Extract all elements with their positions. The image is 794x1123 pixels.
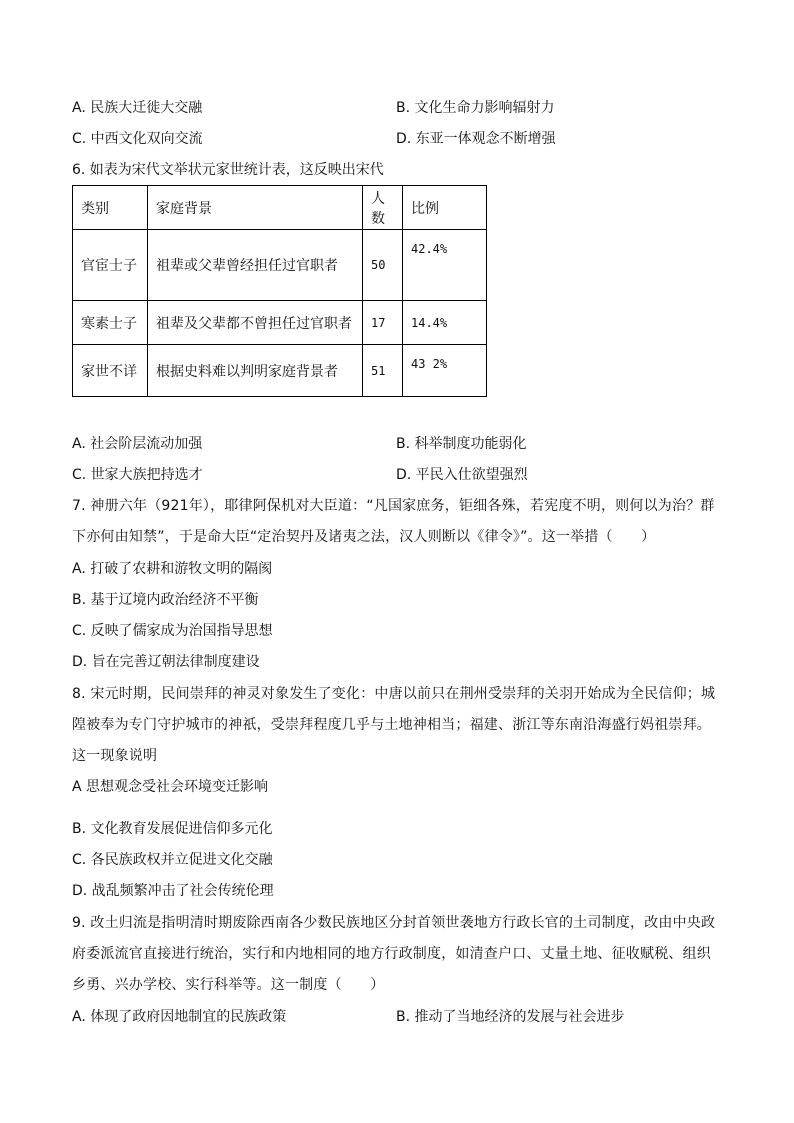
cell-background: 根据史料难以判明家庭背景者	[148, 345, 363, 397]
q5-option-b: B. 文化生命力影响辐射力	[396, 100, 555, 116]
cell-ratio: 42.4%	[403, 230, 487, 301]
q9-stem: 9. 改土归流是指明清时期废除西南各少数民族地区分封首领世袭地方行政长官的土司制度，改由中央政府委派流官直接进行统治，实行和内地相同的地方行政制度，如清查户口、丈量土地、征收赋税、组织乡勇、兴办学校、实行科举等。这一制度（ ）	[72, 915, 716, 993]
q6-option-b: B. 科举制度功能弱化	[396, 436, 527, 452]
q9-option-b: B. 推动了当地经济的发展与社会进步	[396, 1009, 625, 1025]
cell-category: 家世不详	[73, 345, 148, 397]
cell-ratio: 43 2%	[403, 345, 487, 397]
q6-option-a: A. 社会阶层流动加强	[72, 436, 203, 452]
q7-option-d: D. 旨在完善辽朝法律制度建设	[72, 654, 260, 670]
header-count: 人数	[363, 186, 403, 230]
cell-ratio: 14.4%	[403, 301, 487, 345]
cell-background: 祖辈及父辈都不曾担任过官职者	[148, 301, 363, 345]
cell-background: 祖辈或父辈曾经担任过官职者	[148, 230, 363, 301]
q6-stem: 6. 如表为宋代文举状元家世统计表，这反映出宋代	[72, 162, 384, 178]
q8-option-a: A 思想观念受社会环境变迁影响	[72, 779, 269, 795]
table-row	[73, 345, 487, 397]
cell-count: 50	[363, 230, 403, 301]
table-header-row	[73, 186, 487, 230]
header-ratio: 比例	[403, 186, 487, 230]
q8-option-b: B. 文化教育发展促进信仰多元化	[72, 821, 273, 837]
q7-option-c: C. 反映了儒家成为治国指导思想	[72, 623, 273, 639]
q5-option-a: A. 民族大迁徙大交融	[72, 100, 203, 116]
q6-stats-table	[72, 185, 487, 397]
header-category: 类别	[73, 186, 148, 230]
q6-option-c: C. 世家大族把持选才	[72, 467, 203, 483]
table-row	[73, 230, 487, 301]
q8-option-d: D. 战乱频繁冲击了社会传统伦理	[72, 883, 274, 899]
q8-option-c: C. 各民族政权并立促进文化交融	[72, 852, 273, 868]
q9-option-a: A. 体现了政府因地制宜的民族政策	[72, 1009, 287, 1025]
cell-category: 官宦士子	[73, 230, 148, 301]
cell-count: 51	[363, 345, 403, 397]
q5-option-d: D. 东亚一体观念不断增强	[396, 131, 556, 147]
header-background: 家庭背景	[148, 186, 363, 230]
q5-option-c: C. 中西文化双向交流	[72, 131, 203, 147]
q8-stem: 8. 宋元时期，民间崇拜的神灵对象发生了变化：中唐以前只在荆州受崇拜的关羽开始成为全民信仰；城隍被奉为专门守护城市的神祇，受崇拜程度几乎与土地神相当；福建、浙江等东南沿海盛行妈祖崇拜。这一现象说明	[72, 686, 716, 764]
q6-option-d: D. 平民入仕欲望强烈	[396, 467, 528, 483]
table-row	[73, 301, 487, 345]
q7-option-a: A. 打破了农耕和游牧文明的隔阂	[72, 561, 273, 577]
q7-stem: 7. 神册六年（921年），耶律阿保机对大臣道：“凡国家庶务，钜细各殊，若宪度不明，则何以为治？群下亦何由知禁”，于是命大臣“定治契丹及诸夷之法，汉人则断以《律令》”。这一举措（ ）	[72, 498, 715, 545]
q7-option-b: B. 基于辽境内政治经济不平衡	[72, 592, 259, 608]
cell-count: 17	[363, 301, 403, 345]
cell-category: 寒素士子	[73, 301, 148, 345]
